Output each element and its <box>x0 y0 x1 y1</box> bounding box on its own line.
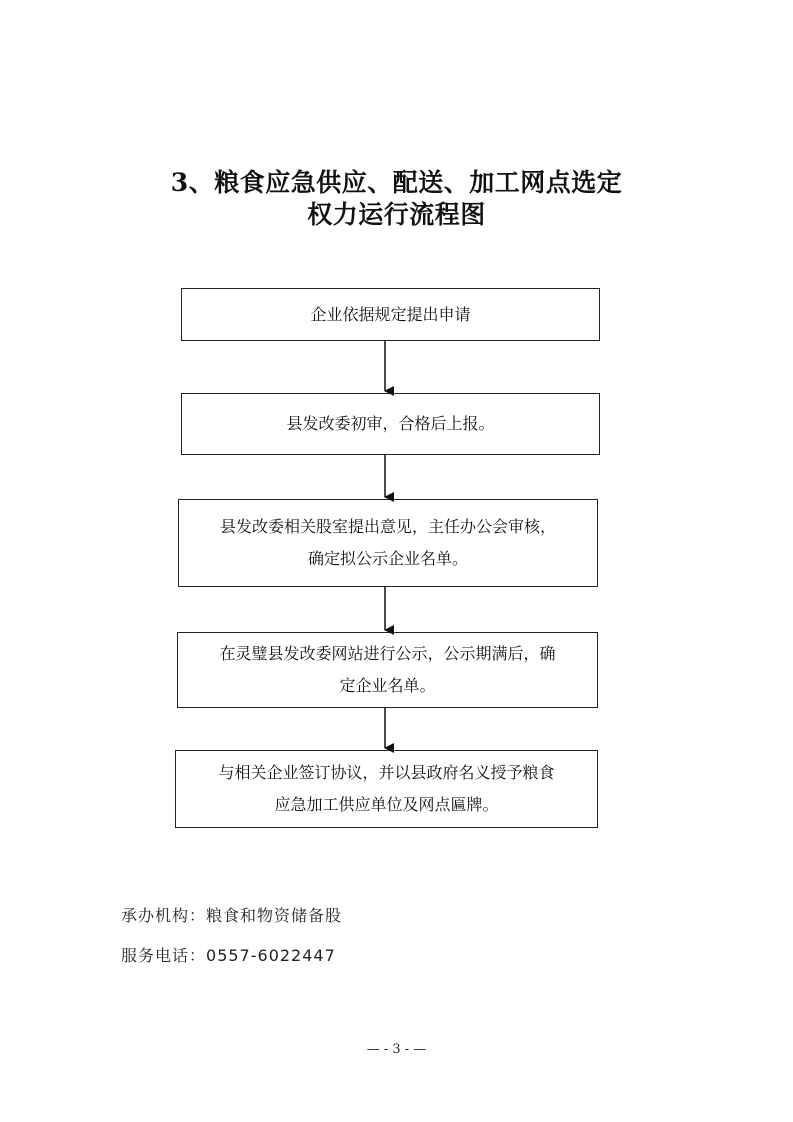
footer-phone-value: 0557-6022447 <box>206 946 336 965</box>
flow-step-4-text-line-2: 定企业名单。 <box>339 676 436 695</box>
footer-organization <box>121 905 342 927</box>
flow-step-5-text-line-2: 应急加工供应单位及网点匾牌。 <box>274 795 499 814</box>
flow-step-5-text-line-1: 与相关企业签订协议，并以县政府名义授予粮食 <box>218 763 555 782</box>
flow-step-2 <box>181 393 600 455</box>
flow-step-3-text-line-2: 确定拟公示企业名单。 <box>307 549 468 568</box>
document-title-line-2: 权力运行流程图 <box>307 200 486 229</box>
flow-step-5 <box>175 750 598 828</box>
flow-step-1-text: 企业依据规定提出申请 <box>310 304 471 324</box>
flow-step-3-text-line-1: 县发改委相关股室提出意见，主任办公会审核， <box>219 517 556 536</box>
footer-organization-value: 粮食和物资储备股 <box>206 906 343 925</box>
flow-step-2-text: 县发改委初审，合格后上报。 <box>286 414 495 433</box>
flow-step-4 <box>177 632 598 708</box>
footer-phone-label: 服务电话： <box>121 946 207 965</box>
footer-phone <box>121 945 336 967</box>
page-number: — - 3 - — <box>366 1042 427 1057</box>
flow-step-1 <box>181 288 600 341</box>
flow-step-3 <box>178 499 598 587</box>
flow-step-4-text-line-1: 在灵璧县发改委网站进行公示，公示期满后，确 <box>219 644 556 663</box>
document-title-line-1: 3、粮食应急供应、配送、加工网点选定 <box>170 168 623 197</box>
footer-organization-label: 承办机构： <box>121 906 207 925</box>
